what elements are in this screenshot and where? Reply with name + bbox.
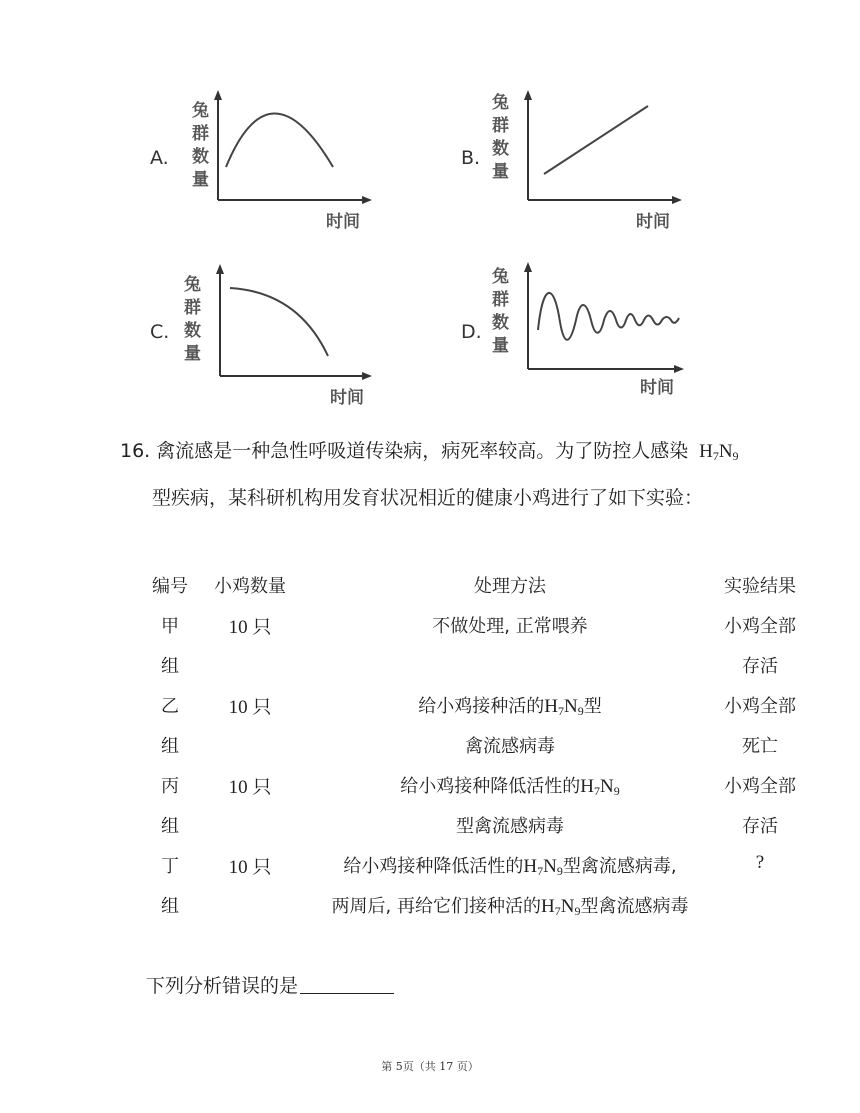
option-c-label: C. <box>150 321 170 343</box>
table-header-row <box>130 572 810 612</box>
table-row-cont <box>130 652 810 692</box>
group-cell: 组 <box>161 736 179 757</box>
curve-damped-oscillation <box>538 293 679 340</box>
curve-linear-rise <box>544 106 648 174</box>
y-axis-label: 群 <box>192 124 209 144</box>
question-line-2: 型疾病，某科研机构用发育状况相近的健康小鸡进行了如下实验： <box>152 487 704 509</box>
question-prompt <box>146 971 394 998</box>
curve-hump <box>226 114 333 168</box>
count-cell: 10 只 <box>228 697 272 718</box>
header-id: 编号 <box>152 576 188 597</box>
group-cell: 甲 <box>161 616 179 637</box>
x-axis-label: 时间 <box>330 388 364 408</box>
header-result: 实验结果 <box>724 576 796 597</box>
result-cell: 存活 <box>742 816 778 837</box>
header-method: 处理方法 <box>474 576 546 597</box>
result-cell: 存活 <box>742 656 778 677</box>
y-axis-label: 群 <box>184 298 201 318</box>
option-d-graph <box>488 262 698 407</box>
result-cell: ? <box>755 852 765 873</box>
option-b-label: B. <box>461 147 481 169</box>
method-cell: 不做处理, 正常喂养 <box>432 616 588 637</box>
y-axis-label: 群 <box>492 290 509 310</box>
method-cell: 两周后, 再给它们接种活的$H_7N_9$型禽流感病毒 <box>331 896 689 918</box>
y-axis-label: 数 <box>192 147 209 167</box>
question-number: 16. <box>120 440 151 462</box>
table-row <box>130 692 810 732</box>
method-cell: 型禽流感病毒 <box>456 816 564 837</box>
prompt-text: 下列分析错误的是 <box>146 975 299 997</box>
option-a-graph <box>178 90 378 235</box>
y-axis-label: 量 <box>492 162 509 182</box>
table-row-cont <box>130 732 810 772</box>
option-d-label: D. <box>461 321 482 343</box>
result-cell: 小鸡全部 <box>724 696 796 717</box>
y-axis-label: 兔 <box>492 93 509 113</box>
method-cell: 给小鸡接种活的$H_7N_9$型 <box>418 696 602 718</box>
y-axis-label: 群 <box>492 116 509 136</box>
count-cell: 10 只 <box>228 617 272 638</box>
question-line-1 <box>120 436 739 464</box>
y-axis-label: 数 <box>492 313 509 333</box>
result-cell: 死亡 <box>742 736 778 757</box>
table-row <box>130 612 810 652</box>
count-cell: 10 只 <box>228 777 272 798</box>
option-a-label: A. <box>150 147 169 169</box>
table-row-cont <box>130 892 810 932</box>
header-count: 小鸡数量 <box>214 576 286 597</box>
virus-name: $H_7N_9$ <box>694 441 739 463</box>
question-text-1: 禽流感是一种急性呼吸道传染病，病死率较高。为了防控人感染 <box>156 440 689 462</box>
method-cell: 给小鸡接种降低活性的$H_7N_9$ <box>400 776 620 798</box>
y-axis-label: 量 <box>492 336 509 356</box>
y-axis-label: 兔 <box>192 101 209 121</box>
curve-accelerating-decline <box>230 288 328 356</box>
result-cell: 小鸡全部 <box>724 776 796 797</box>
group-cell: 组 <box>161 816 179 837</box>
group-cell: 乙 <box>161 696 179 717</box>
y-axis-label: 量 <box>192 170 209 190</box>
x-axis-label: 时间 <box>640 378 674 398</box>
table-row <box>130 852 810 892</box>
option-b-graph <box>488 90 688 235</box>
x-axis-label: 时间 <box>636 212 670 232</box>
x-axis-label: 时间 <box>326 212 360 232</box>
answer-blank[interactable] <box>300 975 394 994</box>
y-axis-label: 数 <box>184 321 201 341</box>
y-axis-label: 数 <box>492 139 509 159</box>
table-row <box>130 772 810 812</box>
y-axis-label: 量 <box>184 344 201 364</box>
group-cell: 丁 <box>161 856 179 877</box>
group-cell: 丙 <box>161 776 179 797</box>
method-cell: 给小鸡接种降低活性的$H_7N_9$型禽流感病毒, <box>343 856 677 878</box>
y-axis-label: 兔 <box>492 267 509 287</box>
option-c-graph <box>178 264 378 409</box>
group-cell: 组 <box>161 896 179 917</box>
table-row-cont <box>130 812 810 852</box>
group-cell: 组 <box>161 656 179 677</box>
method-cell: 禽流感病毒 <box>465 736 555 757</box>
page-footer: 第 5页（共 17 页） <box>381 1060 479 1073</box>
count-cell: 10 只 <box>228 857 272 878</box>
result-cell: 小鸡全部 <box>724 616 796 637</box>
y-axis-label: 兔 <box>184 275 201 295</box>
